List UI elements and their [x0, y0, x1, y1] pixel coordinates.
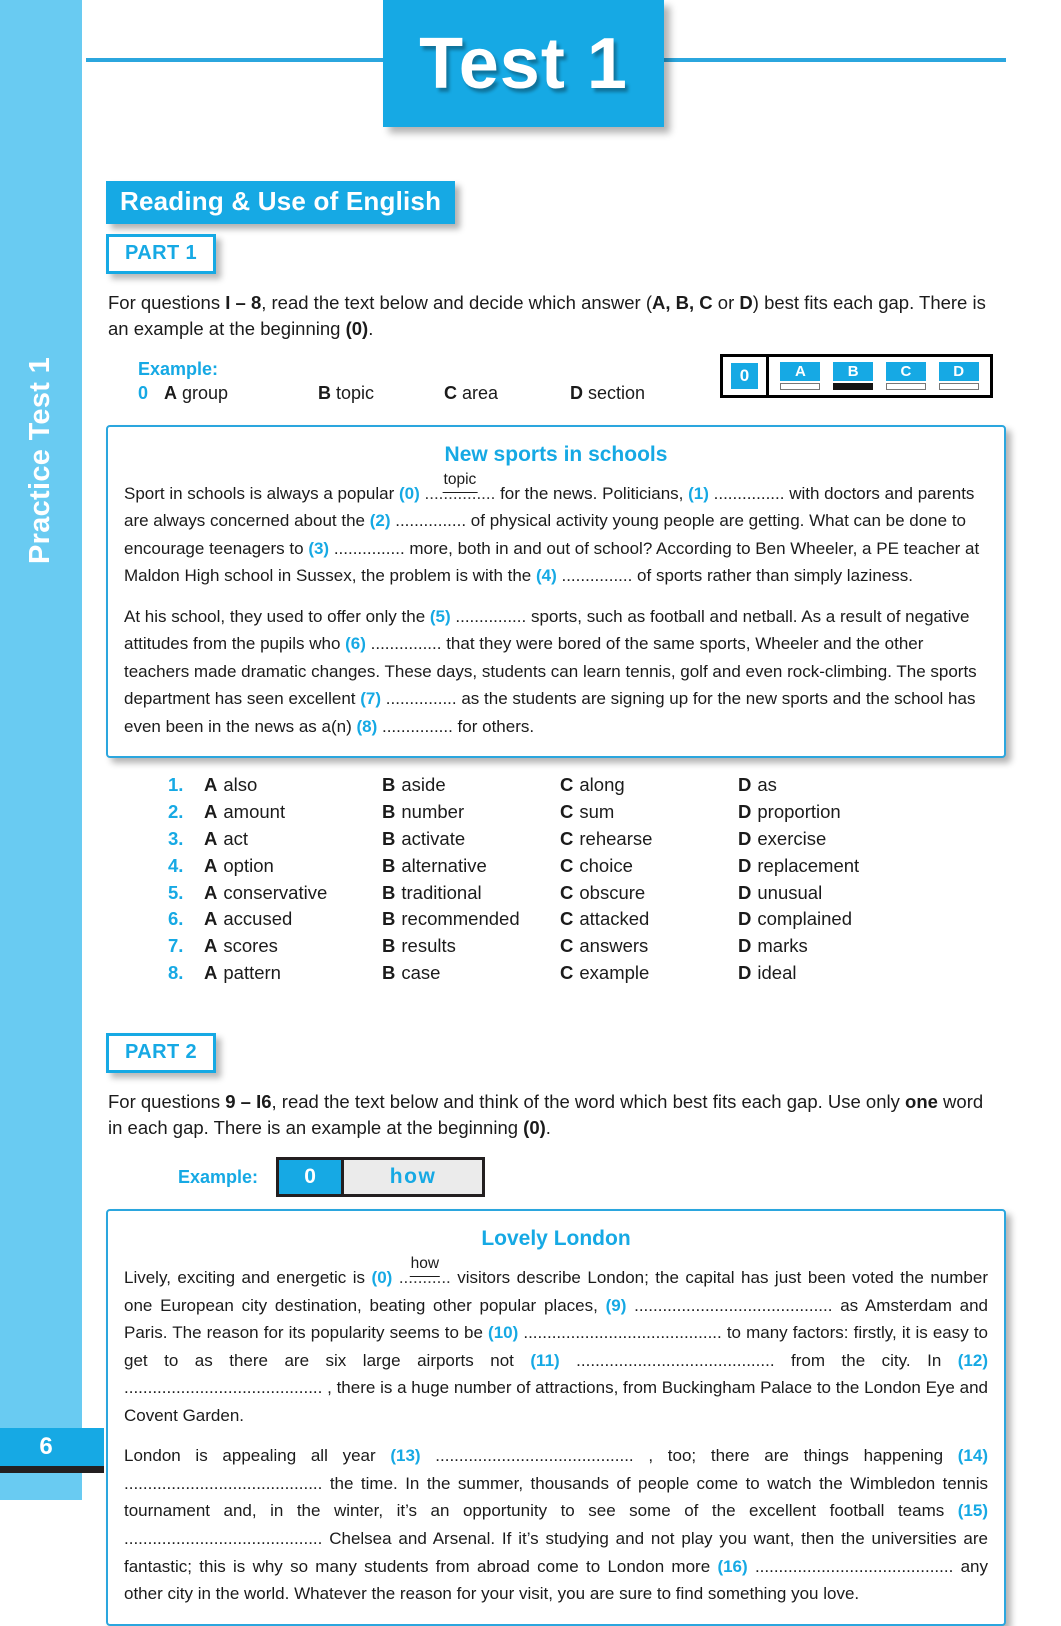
q2-word-a: amount	[223, 801, 286, 823]
gap-marker-6: (6)	[345, 634, 366, 654]
letter-a: A	[204, 881, 218, 903]
gap-marker-15: (15)	[957, 1501, 988, 1521]
q3-option-b[interactable]	[382, 828, 560, 850]
part1-example-option-c	[444, 383, 570, 404]
letter-a: A	[204, 801, 218, 823]
q8-word-d: ideal	[757, 961, 797, 983]
gap-dots-0: ...............	[424, 483, 496, 503]
answer-sheet-letter-d: D	[939, 362, 979, 381]
gap-marker-12: (12)	[957, 1350, 988, 1370]
q3-option-a[interactable]	[204, 828, 382, 850]
letter-c: C	[560, 961, 574, 983]
q8-word-b: case	[401, 961, 441, 983]
q8-option-a[interactable]	[204, 962, 382, 984]
letter-a: A	[204, 827, 218, 849]
answer-sheet-number-badge: 0	[731, 363, 758, 389]
q7-word-d: marks	[757, 935, 808, 957]
part1-instruction-text-e: or	[712, 292, 740, 313]
option-word-a: group	[182, 382, 229, 403]
gap-marker-2: (2)	[369, 511, 391, 531]
q6-option-c[interactable]	[560, 908, 738, 930]
part2-example-answer-box	[276, 1157, 485, 1197]
q1-word-c: along	[579, 774, 625, 796]
letter-c: C	[560, 801, 574, 823]
part1-instruction-text-c: , read the text below and decide which answer (	[261, 292, 653, 313]
q1-option-d[interactable]	[738, 774, 916, 796]
part1-option-d: D	[739, 292, 753, 313]
letter-c: C	[560, 881, 574, 903]
q5-option-c[interactable]	[560, 882, 738, 904]
part2-section	[106, 1033, 1006, 1626]
option-word-b: topic	[336, 382, 375, 403]
part2-tag: PART 2	[106, 1033, 216, 1073]
letter-d: D	[738, 827, 752, 849]
q5-option-b[interactable]	[382, 882, 560, 904]
lp2-text-5: .......................................... any other city in the world. Whatever the reason for your visit, you are sure to find something you love.	[124, 1556, 988, 1604]
q4-word-c: choice	[579, 854, 633, 876]
letter-d: D	[738, 854, 752, 876]
p1-text-6: ............... of sports rather than simply laziness.	[556, 566, 913, 586]
gap-marker-8: (8)	[356, 716, 378, 736]
option-letter-a: A	[164, 382, 177, 403]
letter-c: C	[560, 935, 574, 957]
q8-word-c: example	[579, 961, 650, 983]
option-word-d: section	[588, 382, 646, 403]
part2-passage-box	[106, 1209, 1006, 1625]
q5-option-a[interactable]	[204, 882, 382, 904]
option-row-4	[168, 855, 988, 882]
question-number-5: 5.	[168, 881, 184, 903]
answer-sheet-letter-b: B	[833, 362, 873, 381]
filled-answer-word-0: topic	[443, 467, 478, 493]
gap-marker-7: (7)	[360, 689, 382, 709]
p2-text-3: ............... that they were bored of the same sports, Wheeler and the other teachers made dramatic changes. These days, students can learn tennis, golf and even rock-climbing. The sports department has seen excellent	[124, 634, 977, 709]
letter-d: D	[738, 774, 752, 796]
filled-answer-0	[424, 470, 496, 508]
part2-question-range: 9 – I6	[225, 1090, 272, 1112]
q1-word-a: also	[223, 774, 258, 796]
part1-passage-title: New sports in schools	[444, 442, 668, 466]
q1-word-d: as	[757, 774, 777, 796]
option-row-7	[168, 935, 988, 962]
q7-option-d[interactable]	[738, 935, 916, 957]
gap-marker-p2-0: (0)	[371, 1268, 393, 1288]
option-row-8	[168, 962, 988, 989]
letter-d: D	[738, 935, 752, 957]
option-row-3	[168, 828, 988, 855]
question-number-7: 7.	[168, 935, 184, 957]
q8-option-b[interactable]	[382, 962, 560, 984]
p1-text-2: for the news. Politicians,	[495, 483, 689, 503]
answer-sheet-mark-a[interactable]	[780, 383, 820, 390]
gap-marker-5: (5)	[429, 606, 451, 626]
q4-option-a[interactable]	[204, 855, 382, 877]
page-number: 6	[0, 1428, 104, 1466]
option-row-6	[168, 908, 988, 935]
q4-word-b: alternative	[401, 854, 487, 876]
p1-text-5: ............... more, both in and out of school? According to Ben Wheeler, a PE teacher at Maldon High school in Sussex, the problem is with the	[124, 538, 980, 586]
q2-option-a[interactable]	[204, 801, 382, 823]
part1-instructions	[108, 290, 998, 343]
question-number-2: 2.	[168, 801, 184, 823]
part1-passage-paragraph-2	[124, 603, 988, 741]
option-letter-d: D	[570, 382, 583, 403]
part2-passage-paragraph-2	[124, 1442, 988, 1607]
q5-option-d[interactable]	[738, 882, 916, 904]
gap-marker-11: (11)	[530, 1350, 560, 1370]
q5-word-d: unusual	[757, 881, 823, 903]
q1-option-a[interactable]	[204, 774, 382, 796]
q3-word-c: rehearse	[579, 827, 653, 849]
question-number-8: 8.	[168, 961, 184, 983]
gap-marker-16: (16)	[717, 1556, 748, 1576]
letter-c: C	[560, 854, 574, 876]
q4-word-a: option	[223, 854, 274, 876]
letter-a: A	[204, 935, 218, 957]
q5-word-a: conservative	[223, 881, 328, 903]
letter-b: B	[382, 827, 396, 849]
q7-option-a[interactable]	[204, 935, 382, 957]
gap-marker-14: (14)	[957, 1446, 988, 1466]
lp2-text-4: .......................................... Chelsea and Arsenal. If it’s studying and not play you want, then the universities are fantastic; this is why so many students from abroad come to London more	[124, 1529, 988, 1576]
gap-dots-p2-0: ...........	[398, 1268, 451, 1288]
part1-options-grid	[168, 774, 988, 988]
lp1-text-4: .......................................... to many factors: firstly, it is easy to get to as there are six large airports not	[124, 1323, 989, 1370]
option-letter-c: C	[444, 382, 457, 403]
part2-instruction-text-e: word in each gap. There is an example at the beginning	[108, 1090, 984, 1138]
answer-sheet-mark-c[interactable]	[886, 383, 926, 390]
part2-example-answer-word: how	[344, 1160, 482, 1194]
gap-marker-0: (0)	[398, 483, 420, 503]
lp1-text-2: visitors describe London; the capital has just been voted the number one European city destination, beating other popular places,	[124, 1268, 988, 1315]
answer-sheet-letter-c: C	[886, 362, 926, 381]
answer-sheet-mark-d[interactable]	[939, 383, 979, 390]
q6-option-d[interactable]	[738, 908, 916, 930]
lp2-text-2: .......................................... , too; there are things happening	[420, 1446, 958, 1466]
part1-options-abc: A, B, C	[652, 292, 713, 313]
p1-text-1: Sport in schools is always a popular	[124, 483, 399, 503]
gap-marker-13: (13)	[390, 1446, 421, 1466]
part1-example-ref: (0)	[345, 318, 369, 340]
letter-a: A	[204, 854, 218, 876]
q1-word-b: aside	[401, 774, 446, 796]
letter-b: B	[382, 854, 396, 876]
question-number-4: 4.	[168, 854, 184, 876]
part2-example-ref: (0)	[523, 1116, 546, 1138]
question-number-3: 3.	[168, 827, 184, 849]
option-row-5	[168, 882, 988, 909]
q8-word-a: pattern	[223, 961, 281, 983]
lp1-text-1: Lively, exciting and energetic is	[124, 1268, 372, 1288]
part2-instruction-text-c: , read the text below and think of the word which best fits each gap. Use only	[271, 1090, 906, 1112]
part1-instruction-text-i: .	[368, 318, 374, 340]
answer-sheet-option-c[interactable]	[886, 362, 926, 390]
answer-sheet-mark-b[interactable]	[833, 383, 873, 390]
q7-word-a: scores	[223, 935, 278, 957]
part1-passage-box	[106, 425, 1006, 759]
letter-d: D	[738, 961, 752, 983]
practice-test-vertical-label-text: Practice Test 1	[24, 356, 57, 564]
q7-option-c[interactable]	[560, 935, 738, 957]
q2-option-d[interactable]	[738, 801, 916, 823]
part1-example-number: 0	[138, 382, 149, 403]
q2-word-d: proportion	[757, 801, 841, 823]
page-number-block	[0, 1428, 104, 1472]
option-word-c: area	[462, 382, 499, 403]
q4-option-c[interactable]	[560, 855, 738, 877]
q2-option-b[interactable]	[382, 801, 560, 823]
letter-d: D	[738, 801, 752, 823]
part2-passage-paragraph-1	[124, 1255, 989, 1429]
option-letter-b: B	[318, 382, 331, 403]
p2-text-5: ............... for others.	[377, 716, 535, 736]
section-banner-reading-use-of-english: Reading & Use of English	[106, 181, 455, 224]
part2-example-label: Example:	[178, 1166, 259, 1187]
part1-example-option-d	[570, 383, 645, 404]
option-row-2	[168, 801, 988, 828]
q2-word-c: sum	[579, 801, 615, 823]
page-number-rule	[0, 1466, 104, 1473]
part1-tag: PART 1	[106, 234, 216, 274]
part2-instruction-text-g: .	[545, 1116, 551, 1138]
question-number-6: 6.	[168, 908, 184, 930]
q7-option-b[interactable]	[382, 935, 560, 957]
gap-marker-4: (4)	[535, 566, 557, 586]
q7-word-c: answers	[579, 935, 649, 957]
letter-c: C	[560, 774, 574, 796]
lp2-text-3: .......................................... the time. In the summer, thousands of people come to watch the Wimbledon tennis tournament and, in the winter, it’s an opportunity to see some of the excellent football teams	[124, 1473, 988, 1521]
letter-d: D	[738, 881, 752, 903]
q3-word-a: act	[223, 827, 249, 849]
part1-example-label: Example:	[138, 358, 219, 379]
answer-sheet-options	[769, 357, 990, 395]
letter-c: C	[560, 908, 574, 930]
page-content	[106, 0, 1006, 1626]
filled-answer-p2-0	[398, 1255, 451, 1292]
letter-b: B	[382, 961, 396, 983]
letter-b: B	[382, 774, 396, 796]
q6-word-d: complained	[757, 908, 852, 930]
gap-marker-3: (3)	[308, 538, 330, 558]
q3-option-c[interactable]	[560, 828, 738, 850]
part2-example-number: 0	[279, 1160, 344, 1194]
letter-a: A	[204, 774, 218, 796]
part1-instruction-text-a: For questions	[108, 292, 226, 313]
q7-word-b: results	[401, 935, 456, 957]
q6-word-c: attacked	[579, 908, 650, 930]
part1-example-option-a	[164, 383, 318, 404]
letter-b: B	[382, 881, 396, 903]
letter-a: A	[204, 961, 218, 983]
lp2-text-1: London is appealing all year	[124, 1446, 391, 1466]
q3-word-d: exercise	[757, 827, 827, 849]
q8-option-d[interactable]	[738, 962, 916, 984]
answer-sheet-option-d[interactable]	[939, 362, 979, 390]
lp1-text-3: .......................................... as Amsterdam and Paris. The reason for its popularity seems to be	[124, 1295, 988, 1343]
filled-answer-word-p2-0: how	[410, 1251, 440, 1277]
letter-b: B	[382, 935, 396, 957]
letter-b: B	[382, 801, 396, 823]
q8-option-c[interactable]	[560, 962, 738, 984]
answer-sheet-question-number	[723, 357, 769, 395]
lp1-text-5: .......................................... from the city. In	[559, 1350, 958, 1370]
gap-marker-10: (10)	[488, 1323, 519, 1343]
q6-option-a[interactable]	[204, 908, 382, 930]
option-row-1	[168, 774, 988, 801]
part2-instructions	[108, 1089, 998, 1142]
q2-word-b: number	[401, 801, 465, 823]
question-number-1: 1.	[168, 774, 184, 796]
letter-b: B	[382, 908, 396, 930]
q2-option-c[interactable]	[560, 801, 738, 823]
part1-answer-sheet	[720, 354, 993, 398]
q6-word-b: recommended	[401, 908, 520, 930]
q3-option-d[interactable]	[738, 828, 916, 850]
test-title: Test 1	[419, 23, 628, 104]
q4-option-d[interactable]	[738, 855, 916, 877]
q6-word-a: accused	[223, 908, 293, 930]
part2-emphasis-one: one	[905, 1090, 938, 1112]
answer-sheet-letter-a: A	[780, 362, 820, 381]
part2-example-block	[178, 1157, 1006, 1197]
letter-d: D	[738, 908, 752, 930]
q1-option-b[interactable]	[382, 774, 560, 796]
q5-word-c: obscure	[579, 881, 646, 903]
q3-word-b: activate	[401, 827, 466, 849]
answer-sheet-option-a[interactable]	[780, 362, 820, 390]
part2-instruction-text-a: For questions	[108, 1090, 226, 1112]
q1-option-c[interactable]	[560, 774, 738, 796]
p2-text-4: ............... as the students are signing up for the new sports and the school has even been in the news as a(n)	[124, 689, 976, 736]
q5-word-b: traditional	[401, 881, 482, 903]
p2-text-1: At his school, they used to offer only the	[124, 606, 430, 626]
p1-text-4: ............... of physical activity young people are getting. What can be done to encourage teenagers to	[124, 511, 966, 558]
q4-word-d: replacement	[757, 854, 860, 876]
part1-passage-paragraph-1	[124, 470, 988, 590]
part1-question-range: I – 8	[225, 292, 262, 313]
gap-marker-9: (9)	[605, 1295, 627, 1315]
p1-text-3: ............... with doctors and parents are always concerned about the	[124, 483, 975, 531]
part1-section	[106, 234, 1006, 989]
answer-sheet-option-b[interactable]	[833, 362, 873, 390]
part1-example-option-b	[318, 383, 444, 404]
gap-marker-1: (1)	[688, 483, 709, 503]
part2-passage-title: Lovely London	[481, 1227, 631, 1251]
p2-text-2: ............... sports, such as football and netball. As a result of negative attitudes from the pupils who	[124, 606, 970, 654]
q4-option-b[interactable]	[382, 855, 560, 877]
q6-option-b[interactable]	[382, 908, 560, 930]
part1-instruction-text-g: ) best fits each gap. There is an example at the beginning	[108, 292, 986, 340]
left-sidebar-strip	[0, 0, 82, 1500]
letter-a: A	[204, 908, 218, 930]
letter-c: C	[560, 827, 574, 849]
lp1-text-6: .......................................... , there is a huge number of attractions, from Buckingham Palace to the London Eye and Covent Garden.	[124, 1378, 988, 1425]
